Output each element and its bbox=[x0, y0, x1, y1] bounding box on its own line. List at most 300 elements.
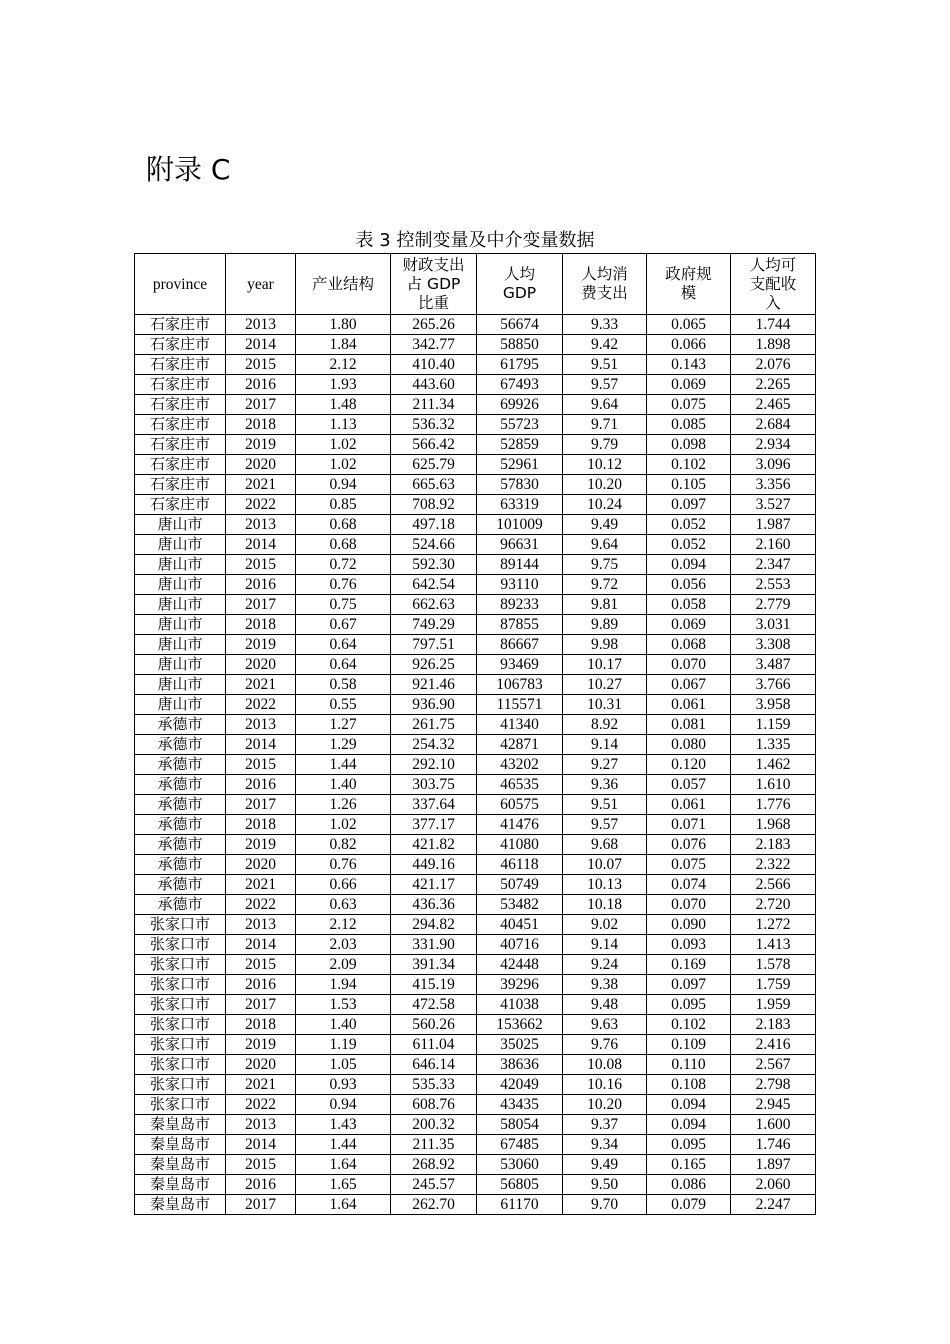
header-province bbox=[135, 254, 226, 315]
header-fiscal-gdp-ratio bbox=[391, 254, 477, 315]
cell-government-scale: 0.061 bbox=[647, 795, 731, 815]
cell-consumption-per-capita: 10.16 bbox=[563, 1075, 647, 1095]
cell-gdp-per-capita: 52859 bbox=[477, 435, 563, 455]
cell-year: 2021 bbox=[226, 675, 296, 695]
table-row bbox=[135, 835, 816, 855]
cell-government-scale: 0.094 bbox=[647, 1095, 731, 1115]
cell-consumption-per-capita: 9.51 bbox=[563, 795, 647, 815]
cell-province: 承德市 bbox=[135, 895, 226, 915]
cell-industry-structure: 2.09 bbox=[296, 955, 391, 975]
cell-consumption-per-capita: 9.42 bbox=[563, 335, 647, 355]
table-row bbox=[135, 675, 816, 695]
cell-fiscal-gdp-ratio: 797.51 bbox=[391, 635, 477, 655]
cell-industry-structure: 0.94 bbox=[296, 1095, 391, 1115]
cell-consumption-per-capita: 9.89 bbox=[563, 615, 647, 635]
cell-province: 唐山市 bbox=[135, 515, 226, 535]
cell-government-scale: 0.056 bbox=[647, 575, 731, 595]
cell-fiscal-gdp-ratio: 646.14 bbox=[391, 1055, 477, 1075]
header-government-scale bbox=[647, 254, 731, 315]
cell-government-scale: 0.094 bbox=[647, 555, 731, 575]
cell-industry-structure: 1.44 bbox=[296, 1135, 391, 1155]
cell-disposable-income: 3.308 bbox=[731, 635, 816, 655]
cell-consumption-per-capita: 9.64 bbox=[563, 535, 647, 555]
cell-consumption-per-capita: 9.14 bbox=[563, 735, 647, 755]
cell-disposable-income: 2.553 bbox=[731, 575, 816, 595]
header-industry-structure bbox=[296, 254, 391, 315]
cell-fiscal-gdp-ratio: 625.79 bbox=[391, 455, 477, 475]
cell-year: 2015 bbox=[226, 1155, 296, 1175]
table-row bbox=[135, 335, 816, 355]
cell-province: 张家口市 bbox=[135, 955, 226, 975]
cell-fiscal-gdp-ratio: 377.17 bbox=[391, 815, 477, 835]
cell-government-scale: 0.169 bbox=[647, 955, 731, 975]
cell-disposable-income: 1.744 bbox=[731, 315, 816, 335]
cell-government-scale: 0.098 bbox=[647, 435, 731, 455]
cell-gdp-per-capita: 58054 bbox=[477, 1115, 563, 1135]
cell-fiscal-gdp-ratio: 268.92 bbox=[391, 1155, 477, 1175]
cell-province: 唐山市 bbox=[135, 695, 226, 715]
cell-disposable-income: 1.335 bbox=[731, 735, 816, 755]
table-row bbox=[135, 995, 816, 1015]
cell-gdp-per-capita: 41476 bbox=[477, 815, 563, 835]
cell-fiscal-gdp-ratio: 265.26 bbox=[391, 315, 477, 335]
cell-consumption-per-capita: 9.48 bbox=[563, 995, 647, 1015]
cell-government-scale: 0.095 bbox=[647, 1135, 731, 1155]
cell-consumption-per-capita: 9.71 bbox=[563, 415, 647, 435]
cell-disposable-income: 1.600 bbox=[731, 1115, 816, 1135]
cell-industry-structure: 0.76 bbox=[296, 855, 391, 875]
header-disposable-income bbox=[731, 254, 816, 315]
cell-gdp-per-capita: 89233 bbox=[477, 595, 563, 615]
cell-year: 2020 bbox=[226, 855, 296, 875]
cell-year: 2022 bbox=[226, 1095, 296, 1115]
cell-consumption-per-capita: 9.76 bbox=[563, 1035, 647, 1055]
table-row bbox=[135, 695, 816, 715]
cell-gdp-per-capita: 50749 bbox=[477, 875, 563, 895]
cell-province: 石家庄市 bbox=[135, 355, 226, 375]
cell-fiscal-gdp-ratio: 472.58 bbox=[391, 995, 477, 1015]
table-row bbox=[135, 475, 816, 495]
cell-consumption-per-capita: 9.75 bbox=[563, 555, 647, 575]
cell-industry-structure: 1.05 bbox=[296, 1055, 391, 1075]
cell-fiscal-gdp-ratio: 303.75 bbox=[391, 775, 477, 795]
cell-government-scale: 0.102 bbox=[647, 1015, 731, 1035]
cell-disposable-income: 2.322 bbox=[731, 855, 816, 875]
cell-province: 张家口市 bbox=[135, 1035, 226, 1055]
cell-year: 2018 bbox=[226, 615, 296, 635]
cell-industry-structure: 1.26 bbox=[296, 795, 391, 815]
cell-government-scale: 0.068 bbox=[647, 635, 731, 655]
cell-gdp-per-capita: 63319 bbox=[477, 495, 563, 515]
table-row bbox=[135, 455, 816, 475]
table-row bbox=[135, 355, 816, 375]
cell-government-scale: 0.080 bbox=[647, 735, 731, 755]
cell-fiscal-gdp-ratio: 535.33 bbox=[391, 1075, 477, 1095]
cell-year: 2015 bbox=[226, 755, 296, 775]
table-row bbox=[135, 815, 816, 835]
cell-province: 唐山市 bbox=[135, 595, 226, 615]
cell-gdp-per-capita: 43435 bbox=[477, 1095, 563, 1115]
cell-gdp-per-capita: 93469 bbox=[477, 655, 563, 675]
table-row bbox=[135, 555, 816, 575]
cell-disposable-income: 3.766 bbox=[731, 675, 816, 695]
cell-disposable-income: 3.487 bbox=[731, 655, 816, 675]
cell-province: 张家口市 bbox=[135, 1075, 226, 1095]
cell-fiscal-gdp-ratio: 611.04 bbox=[391, 1035, 477, 1055]
cell-gdp-per-capita: 56805 bbox=[477, 1175, 563, 1195]
header-gdp-line-1: 人均 bbox=[503, 265, 535, 283]
table-row bbox=[135, 1135, 816, 1155]
cell-fiscal-gdp-ratio: 921.46 bbox=[391, 675, 477, 695]
cell-industry-structure: 0.85 bbox=[296, 495, 391, 515]
cell-disposable-income: 1.462 bbox=[731, 755, 816, 775]
cell-year: 2022 bbox=[226, 895, 296, 915]
cell-province: 张家口市 bbox=[135, 1015, 226, 1035]
table-row bbox=[135, 595, 816, 615]
cell-gdp-per-capita: 53060 bbox=[477, 1155, 563, 1175]
cell-government-scale: 0.069 bbox=[647, 375, 731, 395]
cell-province: 石家庄市 bbox=[135, 335, 226, 355]
cell-government-scale: 0.085 bbox=[647, 415, 731, 435]
header-gdp-per-capita bbox=[477, 254, 563, 315]
cell-industry-structure: 0.68 bbox=[296, 515, 391, 535]
table-row bbox=[135, 635, 816, 655]
cell-consumption-per-capita: 9.14 bbox=[563, 935, 647, 955]
data-table bbox=[134, 253, 816, 1215]
header-income-line-3: 入 bbox=[765, 293, 781, 312]
cell-consumption-per-capita: 9.33 bbox=[563, 315, 647, 335]
cell-government-scale: 0.075 bbox=[647, 855, 731, 875]
cell-government-scale: 0.110 bbox=[647, 1055, 731, 1075]
cell-year: 2017 bbox=[226, 795, 296, 815]
cell-fiscal-gdp-ratio: 449.16 bbox=[391, 855, 477, 875]
cell-consumption-per-capita: 10.27 bbox=[563, 675, 647, 695]
cell-consumption-per-capita: 9.37 bbox=[563, 1115, 647, 1135]
cell-year: 2013 bbox=[226, 515, 296, 535]
table-row bbox=[135, 1115, 816, 1135]
header-fiscal-line-1: 财政支出 bbox=[402, 255, 465, 274]
cell-province: 石家庄市 bbox=[135, 455, 226, 475]
cell-year: 2013 bbox=[226, 915, 296, 935]
table-row bbox=[135, 615, 816, 635]
cell-industry-structure: 1.64 bbox=[296, 1195, 391, 1215]
cell-disposable-income: 2.416 bbox=[731, 1035, 816, 1055]
cell-consumption-per-capita: 9.36 bbox=[563, 775, 647, 795]
cell-province: 张家口市 bbox=[135, 975, 226, 995]
cell-consumption-per-capita: 10.18 bbox=[563, 895, 647, 915]
cell-gdp-per-capita: 101009 bbox=[477, 515, 563, 535]
cell-year: 2020 bbox=[226, 1055, 296, 1075]
cell-gdp-per-capita: 61170 bbox=[477, 1195, 563, 1215]
cell-consumption-per-capita: 9.57 bbox=[563, 375, 647, 395]
cell-fiscal-gdp-ratio: 497.18 bbox=[391, 515, 477, 535]
cell-consumption-per-capita: 9.50 bbox=[563, 1175, 647, 1195]
cell-consumption-per-capita: 9.63 bbox=[563, 1015, 647, 1035]
cell-government-scale: 0.081 bbox=[647, 715, 731, 735]
table-row bbox=[135, 435, 816, 455]
cell-province: 石家庄市 bbox=[135, 495, 226, 515]
cell-gdp-per-capita: 61795 bbox=[477, 355, 563, 375]
cell-year: 2014 bbox=[226, 335, 296, 355]
table-row bbox=[135, 795, 816, 815]
cell-year: 2014 bbox=[226, 935, 296, 955]
cell-industry-structure: 0.58 bbox=[296, 675, 391, 695]
cell-industry-structure: 1.93 bbox=[296, 375, 391, 395]
cell-year: 2016 bbox=[226, 375, 296, 395]
cell-consumption-per-capita: 9.49 bbox=[563, 515, 647, 535]
cell-gdp-per-capita: 115571 bbox=[477, 695, 563, 715]
cell-disposable-income: 1.898 bbox=[731, 335, 816, 355]
cell-consumption-per-capita: 9.72 bbox=[563, 575, 647, 595]
cell-government-scale: 0.109 bbox=[647, 1035, 731, 1055]
cell-government-scale: 0.066 bbox=[647, 335, 731, 355]
cell-gdp-per-capita: 106783 bbox=[477, 675, 563, 695]
cell-gdp-per-capita: 38636 bbox=[477, 1055, 563, 1075]
table-row bbox=[135, 915, 816, 935]
cell-year: 2015 bbox=[226, 555, 296, 575]
cell-year: 2017 bbox=[226, 395, 296, 415]
table-row bbox=[135, 875, 816, 895]
cell-gdp-per-capita: 46535 bbox=[477, 775, 563, 795]
cell-fiscal-gdp-ratio: 436.36 bbox=[391, 895, 477, 915]
cell-fiscal-gdp-ratio: 211.34 bbox=[391, 395, 477, 415]
cell-gdp-per-capita: 35025 bbox=[477, 1035, 563, 1055]
cell-gdp-per-capita: 42871 bbox=[477, 735, 563, 755]
cell-fiscal-gdp-ratio: 708.92 bbox=[391, 495, 477, 515]
cell-province: 承德市 bbox=[135, 735, 226, 755]
cell-government-scale: 0.067 bbox=[647, 675, 731, 695]
cell-consumption-per-capita: 9.34 bbox=[563, 1135, 647, 1155]
cell-province: 石家庄市 bbox=[135, 475, 226, 495]
cell-consumption-per-capita: 10.31 bbox=[563, 695, 647, 715]
cell-gdp-per-capita: 89144 bbox=[477, 555, 563, 575]
cell-gdp-per-capita: 41038 bbox=[477, 995, 563, 1015]
cell-industry-structure: 0.68 bbox=[296, 535, 391, 555]
cell-fiscal-gdp-ratio: 261.75 bbox=[391, 715, 477, 735]
cell-year: 2019 bbox=[226, 1035, 296, 1055]
cell-year: 2018 bbox=[226, 415, 296, 435]
cell-disposable-income: 1.987 bbox=[731, 515, 816, 535]
cell-year: 2021 bbox=[226, 475, 296, 495]
cell-industry-structure: 0.94 bbox=[296, 475, 391, 495]
cell-gdp-per-capita: 96631 bbox=[477, 535, 563, 555]
cell-fiscal-gdp-ratio: 262.70 bbox=[391, 1195, 477, 1215]
cell-province: 张家口市 bbox=[135, 1095, 226, 1115]
cell-government-scale: 0.071 bbox=[647, 815, 731, 835]
cell-gdp-per-capita: 53482 bbox=[477, 895, 563, 915]
cell-disposable-income: 2.183 bbox=[731, 835, 816, 855]
cell-fiscal-gdp-ratio: 337.64 bbox=[391, 795, 477, 815]
cell-fiscal-gdp-ratio: 245.57 bbox=[391, 1175, 477, 1195]
cell-year: 2014 bbox=[226, 535, 296, 555]
cell-government-scale: 0.090 bbox=[647, 915, 731, 935]
cell-industry-structure: 1.44 bbox=[296, 755, 391, 775]
cell-disposable-income: 1.413 bbox=[731, 935, 816, 955]
cell-disposable-income: 2.720 bbox=[731, 895, 816, 915]
table-caption: 表 3 控制变量及中介变量数据 bbox=[355, 230, 595, 251]
cell-province: 承德市 bbox=[135, 755, 226, 775]
cell-province: 唐山市 bbox=[135, 635, 226, 655]
cell-fiscal-gdp-ratio: 749.29 bbox=[391, 615, 477, 635]
cell-consumption-per-capita: 9.64 bbox=[563, 395, 647, 415]
cell-government-scale: 0.097 bbox=[647, 975, 731, 995]
cell-government-scale: 0.052 bbox=[647, 535, 731, 555]
cell-industry-structure: 1.64 bbox=[296, 1155, 391, 1175]
cell-year: 2018 bbox=[226, 815, 296, 835]
cell-consumption-per-capita: 9.81 bbox=[563, 595, 647, 615]
cell-fiscal-gdp-ratio: 200.32 bbox=[391, 1115, 477, 1135]
cell-gdp-per-capita: 42448 bbox=[477, 955, 563, 975]
cell-government-scale: 0.108 bbox=[647, 1075, 731, 1095]
cell-government-scale: 0.074 bbox=[647, 875, 731, 895]
cell-gdp-per-capita: 87855 bbox=[477, 615, 563, 635]
cell-fiscal-gdp-ratio: 342.77 bbox=[391, 335, 477, 355]
cell-disposable-income: 2.684 bbox=[731, 415, 816, 435]
cell-year: 2013 bbox=[226, 715, 296, 735]
cell-disposable-income: 3.527 bbox=[731, 495, 816, 515]
cell-consumption-per-capita: 10.20 bbox=[563, 1095, 647, 1115]
cell-year: 2022 bbox=[226, 695, 296, 715]
cell-province: 唐山市 bbox=[135, 575, 226, 595]
header-province-line: province bbox=[152, 275, 208, 293]
cell-disposable-income: 1.776 bbox=[731, 795, 816, 815]
cell-industry-structure: 1.19 bbox=[296, 1035, 391, 1055]
header-industry-structure-line: 产业结构 bbox=[311, 274, 374, 293]
cell-industry-structure: 1.43 bbox=[296, 1115, 391, 1135]
cell-disposable-income: 3.356 bbox=[731, 475, 816, 495]
cell-industry-structure: 1.27 bbox=[296, 715, 391, 735]
table-row bbox=[135, 575, 816, 595]
cell-fiscal-gdp-ratio: 524.66 bbox=[391, 535, 477, 555]
cell-gdp-per-capita: 58850 bbox=[477, 335, 563, 355]
cell-year: 2018 bbox=[226, 1015, 296, 1035]
cell-industry-structure: 1.29 bbox=[296, 735, 391, 755]
cell-industry-structure: 1.13 bbox=[296, 415, 391, 435]
cell-fiscal-gdp-ratio: 926.25 bbox=[391, 655, 477, 675]
cell-year: 2017 bbox=[226, 1195, 296, 1215]
header-income-line-1: 人均可 bbox=[749, 255, 797, 274]
cell-year: 2015 bbox=[226, 355, 296, 375]
cell-consumption-per-capita: 9.98 bbox=[563, 635, 647, 655]
cell-province: 张家口市 bbox=[135, 935, 226, 955]
cell-disposable-income: 2.566 bbox=[731, 875, 816, 895]
cell-fiscal-gdp-ratio: 642.54 bbox=[391, 575, 477, 595]
cell-disposable-income: 2.934 bbox=[731, 435, 816, 455]
cell-disposable-income: 2.247 bbox=[731, 1195, 816, 1215]
cell-province: 石家庄市 bbox=[135, 315, 226, 335]
header-consumption-line-2: 费支出 bbox=[581, 284, 628, 302]
cell-industry-structure: 0.93 bbox=[296, 1075, 391, 1095]
cell-year: 2015 bbox=[226, 955, 296, 975]
cell-government-scale: 0.070 bbox=[647, 655, 731, 675]
cell-industry-structure: 0.67 bbox=[296, 615, 391, 635]
cell-industry-structure: 0.66 bbox=[296, 875, 391, 895]
cell-industry-structure: 1.02 bbox=[296, 435, 391, 455]
table-row bbox=[135, 955, 816, 975]
table-row bbox=[135, 315, 816, 335]
cell-fiscal-gdp-ratio: 608.76 bbox=[391, 1095, 477, 1115]
cell-fiscal-gdp-ratio: 331.90 bbox=[391, 935, 477, 955]
cell-government-scale: 0.052 bbox=[647, 515, 731, 535]
cell-fiscal-gdp-ratio: 294.82 bbox=[391, 915, 477, 935]
cell-year: 2013 bbox=[226, 1115, 296, 1135]
cell-province: 唐山市 bbox=[135, 535, 226, 555]
table-row bbox=[135, 495, 816, 515]
cell-year: 2022 bbox=[226, 495, 296, 515]
table-row bbox=[135, 1155, 816, 1175]
cell-disposable-income: 2.347 bbox=[731, 555, 816, 575]
cell-province: 唐山市 bbox=[135, 675, 226, 695]
table-row bbox=[135, 655, 816, 675]
cell-disposable-income: 3.096 bbox=[731, 455, 816, 475]
cell-gdp-per-capita: 43202 bbox=[477, 755, 563, 775]
cell-consumption-per-capita: 10.12 bbox=[563, 455, 647, 475]
cell-industry-structure: 1.53 bbox=[296, 995, 391, 1015]
cell-government-scale: 0.057 bbox=[647, 775, 731, 795]
cell-industry-structure: 1.40 bbox=[296, 1015, 391, 1035]
cell-government-scale: 0.143 bbox=[647, 355, 731, 375]
cell-year: 2016 bbox=[226, 775, 296, 795]
table-row bbox=[135, 1035, 816, 1055]
cell-year: 2016 bbox=[226, 575, 296, 595]
cell-disposable-income: 1.746 bbox=[731, 1135, 816, 1155]
cell-fiscal-gdp-ratio: 254.32 bbox=[391, 735, 477, 755]
cell-year: 2019 bbox=[226, 635, 296, 655]
cell-province: 承德市 bbox=[135, 775, 226, 795]
table-row bbox=[135, 1195, 816, 1215]
cell-disposable-income: 2.060 bbox=[731, 1175, 816, 1195]
table-row bbox=[135, 375, 816, 395]
cell-fiscal-gdp-ratio: 211.35 bbox=[391, 1135, 477, 1155]
cell-year: 2020 bbox=[226, 655, 296, 675]
cell-fiscal-gdp-ratio: 592.30 bbox=[391, 555, 477, 575]
cell-fiscal-gdp-ratio: 560.26 bbox=[391, 1015, 477, 1035]
cell-province: 秦皇岛市 bbox=[135, 1135, 226, 1155]
cell-government-scale: 0.076 bbox=[647, 835, 731, 855]
table-row bbox=[135, 535, 816, 555]
table-row bbox=[135, 395, 816, 415]
cell-fiscal-gdp-ratio: 292.10 bbox=[391, 755, 477, 775]
cell-gdp-per-capita: 93110 bbox=[477, 575, 563, 595]
table-row bbox=[135, 1055, 816, 1075]
table-row bbox=[135, 1015, 816, 1035]
cell-consumption-per-capita: 10.07 bbox=[563, 855, 647, 875]
header-year bbox=[226, 254, 296, 315]
cell-gdp-per-capita: 86667 bbox=[477, 635, 563, 655]
cell-gdp-per-capita: 69926 bbox=[477, 395, 563, 415]
cell-disposable-income: 2.160 bbox=[731, 535, 816, 555]
cell-year: 2021 bbox=[226, 875, 296, 895]
cell-consumption-per-capita: 9.27 bbox=[563, 755, 647, 775]
header-year-line: year bbox=[247, 275, 274, 293]
cell-government-scale: 0.094 bbox=[647, 1115, 731, 1135]
cell-gdp-per-capita: 41340 bbox=[477, 715, 563, 735]
cell-consumption-per-capita: 9.70 bbox=[563, 1195, 647, 1215]
cell-government-scale: 0.097 bbox=[647, 495, 731, 515]
cell-fiscal-gdp-ratio: 566.42 bbox=[391, 435, 477, 455]
cell-province: 石家庄市 bbox=[135, 395, 226, 415]
cell-disposable-income: 1.159 bbox=[731, 715, 816, 735]
table-row bbox=[135, 1075, 816, 1095]
cell-year: 2017 bbox=[226, 995, 296, 1015]
cell-gdp-per-capita: 67493 bbox=[477, 375, 563, 395]
cell-gdp-per-capita: 67485 bbox=[477, 1135, 563, 1155]
cell-province: 承德市 bbox=[135, 795, 226, 815]
cell-government-scale: 0.120 bbox=[647, 755, 731, 775]
cell-province: 石家庄市 bbox=[135, 415, 226, 435]
header-government-line-2: 模 bbox=[680, 284, 697, 302]
cell-industry-structure: 0.75 bbox=[296, 595, 391, 615]
